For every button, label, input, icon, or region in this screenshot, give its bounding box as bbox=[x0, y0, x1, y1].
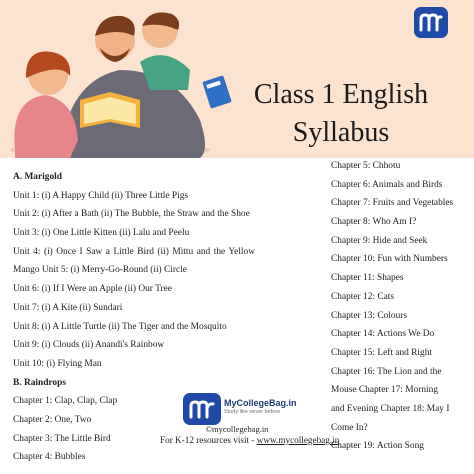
list-item: Chapter 8: Who Am I? bbox=[331, 217, 417, 228]
footer-logo-icon bbox=[183, 393, 221, 425]
list-item: Chapter 3: The Little Bird bbox=[13, 433, 111, 444]
list-item: Chapter 7: Fruits and Vegetables bbox=[331, 198, 454, 209]
left-column bbox=[13, 168, 313, 467]
list-item: Chapter 2: One, Two bbox=[13, 414, 92, 425]
list-item: Unit 4: (i) Once I Saw a Little Bird (ii) Mittu and the Yellow bbox=[13, 246, 255, 257]
list-item: Chapter 19: Action Song bbox=[331, 441, 424, 452]
list-item: Unit 10: (i) Flying Man bbox=[13, 358, 102, 369]
page-title bbox=[236, 76, 446, 152]
list-item: Unit 9: (i) Clouds (ii) Anandi's Rainbow bbox=[13, 340, 165, 351]
list-item: Chapter 13: Colours bbox=[331, 310, 408, 321]
list-item: Unit 1: (i) A Happy Child (ii) Three Little Pigs bbox=[13, 190, 189, 201]
list-item: Unit 2: (i) After a Bath (ii) The Bubble, the Straw and the Shoe bbox=[13, 209, 250, 220]
list-item: Chapter 15: Left and Right bbox=[331, 347, 433, 358]
footer-copyright: ©mycollegebag.in bbox=[205, 424, 269, 434]
list-item: Unit 7: (i) A Kite (ii) Sundari bbox=[13, 302, 123, 313]
title-line-1: Class 1 English bbox=[253, 79, 429, 110]
list-item: Chapter 11: Shapes bbox=[331, 273, 404, 284]
footer-brand: MyCollegeBag.in bbox=[224, 398, 297, 408]
right-column bbox=[331, 157, 471, 456]
title-line-2: Syllabus bbox=[292, 117, 390, 148]
list-item: Chapter 4: Bubbles bbox=[13, 452, 86, 463]
footer-tagline: Study like never before bbox=[224, 409, 281, 415]
header-banner bbox=[0, 0, 474, 158]
list-item: Chapter 1: Clap, Clap, Clap bbox=[13, 396, 118, 407]
visit-link[interactable]: www.mycollegebag.in bbox=[256, 435, 340, 445]
list-item: Chapter 16: The Lion and the bbox=[331, 366, 442, 377]
list-item: Chapter 6: Animals and Birds bbox=[331, 179, 443, 190]
list-item: Mouse Chapter 17: Morning bbox=[331, 385, 439, 396]
list-item: Chapter 5: Chhotu bbox=[331, 161, 401, 171]
mycollegebag-logo-icon bbox=[414, 7, 448, 38]
list-item: Chapter 9: Hide and Seek bbox=[331, 235, 428, 246]
list-item: Unit 8: (i) A Little Turtle (ii) The Tiger and the Mosquito bbox=[13, 321, 227, 332]
family-reading-illustration bbox=[0, 0, 250, 158]
list-item: Chapter 10: Fun with Numbers bbox=[331, 254, 448, 265]
list-item: Unit 6: (i) If I Were an Apple (ii) Our Tree bbox=[13, 284, 172, 295]
section-heading-raindrops: B. Raindrops bbox=[13, 377, 66, 388]
list-item: Chapter 12: Cats bbox=[331, 291, 395, 302]
list-item: Come In? bbox=[331, 422, 368, 433]
visit-prefix: For K-12 resources visit - bbox=[160, 435, 257, 445]
list-item: Mango Unit 5: (i) Merry-Go-Round (ii) Circle bbox=[13, 265, 187, 276]
footer-visit-line bbox=[160, 435, 339, 445]
section-heading-marigold: A. Marigold bbox=[13, 172, 62, 182]
list-item: Chapter 14: Actions We Do bbox=[331, 329, 435, 340]
list-item: and Evening Chapter 18: May I bbox=[331, 403, 450, 414]
list-item: Unit 3: (i) One Little Kitten (ii) Lalu and Peelu bbox=[13, 228, 190, 239]
